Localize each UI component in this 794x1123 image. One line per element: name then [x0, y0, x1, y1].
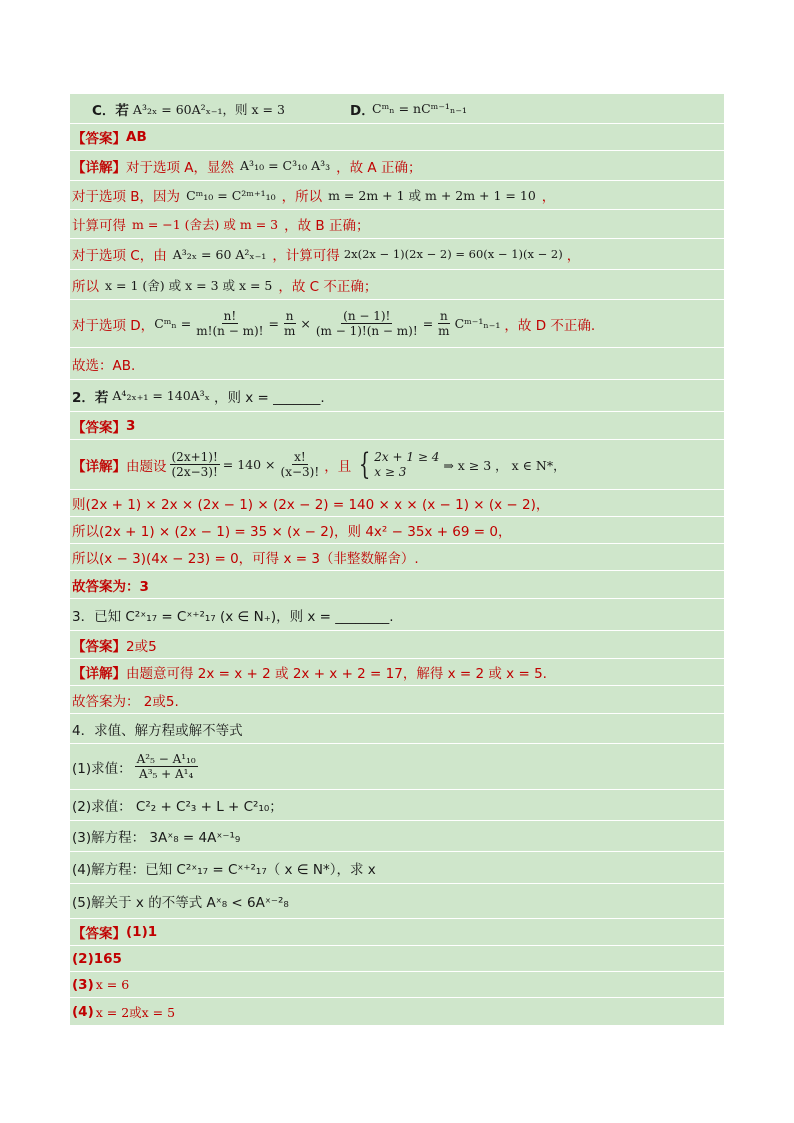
q4-answer-1-value: (1)1	[126, 924, 158, 940]
q4-part-5-text: (5)解关于 x 的不等式 Aˣ₈ < 6Aˣ⁻²₈	[72, 895, 289, 911]
q4-part-4-text: (4)解方程：已知 C²ˣ₁₇ = Cˣ⁺²₁₇（ x ∈ N*），求 x	[72, 861, 376, 878]
fraction-denominator: (x−3)!	[280, 465, 320, 479]
answer-tag: 【答案】	[72, 419, 126, 436]
q1-line-f-tail: Cᵐ⁻¹ₙ₋₁	[454, 316, 501, 331]
fraction-denominator: (2x−3)!	[171, 465, 218, 479]
q1-line-f-lhs: Cᵐₙ =	[154, 316, 192, 331]
q4-answer-1	[70, 919, 724, 946]
q2-detail-3	[70, 517, 724, 544]
system-stack	[374, 450, 439, 480]
q4-answer-2	[70, 946, 724, 972]
fraction-numerator: n!	[223, 309, 237, 323]
q1-conclusion	[70, 348, 724, 380]
answer-tag: 【答案】	[72, 131, 126, 147]
q1-detail-c	[70, 210, 724, 239]
system-line-1: 2x + 1 ≥ 4	[374, 449, 440, 464]
answer-tag: 【答案】	[72, 926, 126, 942]
detail-tag: 【详解】	[72, 666, 126, 682]
q3-final-text: 故答案为： 2或5.	[72, 693, 179, 710]
q2-detail-2	[70, 490, 724, 517]
q2-mid: = 140 ×	[222, 457, 276, 472]
q1-line-d-mid: ，计算可得	[272, 248, 340, 264]
q4-part-5	[70, 884, 724, 919]
equals-sign: =	[422, 316, 434, 331]
times-sign: ×	[300, 316, 311, 331]
q2-line-2: 则(2x + 1) × 2x × (2x − 1) × (2x − 2) = 140 × x × (x − 1) × (x − 2)，	[72, 497, 550, 513]
q1-line-c-math: m = −1 (舍去) 或 m = 3	[132, 217, 279, 232]
q1-conclusion-text: 故选：AB.	[72, 357, 136, 374]
q3-detail	[70, 659, 724, 686]
q1-line-d-math1: A³₂ₓ = 60 A²ₓ₋₁	[172, 246, 267, 262]
q4-answer-4-value: x = 2或x = 5	[95, 1004, 176, 1020]
q3-answer-value: 2或5	[126, 638, 157, 655]
fraction	[282, 309, 297, 338]
fraction-numerator: x!	[294, 450, 306, 464]
q1-line-b-math2: m = 2m + 1 或 m + 2m + 1 = 10	[328, 188, 536, 203]
q3-stem-text: 3．已知 C²ˣ₁₇ = Cˣ⁺²₁₇ (x ∈ N₊)，则 x = ________.	[72, 608, 394, 625]
answer-tag: 【答案】	[72, 638, 126, 655]
q1-line-c-text: 计算可得	[72, 218, 126, 234]
q2-and: ，且	[324, 458, 352, 475]
q4-answer-3-value: x = 6	[95, 977, 130, 992]
q3-detail-text: 由题意可得 2x = x + 2 或 2x + x + 2 = 17，解得 x = 2 或 x = 5.	[126, 666, 547, 682]
q2-line-3: 所以(2x + 1) × (2x − 1) = 35 × (x − 2)，则 4x² − 35x + 69 = 0，	[72, 524, 512, 540]
q1-line-b-text: 对于选项 B，因为	[72, 189, 181, 205]
q2-detail-1	[70, 440, 724, 490]
q2-answer-value: 3	[126, 417, 136, 434]
q1-line-e-text: 所以	[72, 278, 99, 295]
fraction	[314, 309, 420, 338]
fraction-denominator: m!(n − m)!	[196, 324, 264, 338]
q1-line-a-text: 对于选项 A，显然	[126, 159, 235, 176]
q3-answer	[70, 631, 724, 659]
fraction	[170, 450, 220, 479]
fraction	[279, 450, 322, 479]
q4-stem-text: 4．求值、解方程或解不等式	[72, 722, 243, 739]
q1-line-d-text: 对于选项 C，由	[72, 248, 167, 264]
q1-answer-value: AB	[126, 129, 147, 145]
fraction	[194, 309, 265, 338]
fraction-numerator: (2x+1)!	[171, 450, 218, 464]
q2-stem-num: 2．若	[72, 389, 109, 406]
q2-imply: ⇒ x ≥ 3 ， x ∈ N*，	[443, 457, 566, 473]
system-brace	[355, 446, 440, 482]
q1-detail-f	[70, 300, 724, 348]
q2-detail-text: 由题设	[126, 458, 167, 475]
system-line-2: x ≥ 3	[374, 464, 407, 479]
fraction-denominator: (m − 1)!(n − m)!	[315, 324, 418, 338]
q1-line-f-end: ，故 D 不正确.	[504, 317, 596, 334]
q1-line-e-math: x = 1 (舍) 或 x = 3 或 x = 5	[105, 277, 273, 293]
q4-part-1	[70, 744, 724, 790]
fraction-numerator: A²₅ − A¹₁₀	[136, 752, 196, 766]
fraction-denominator: m	[283, 324, 296, 338]
q1-line-c-end: ，故 B 正确；	[284, 218, 370, 234]
q1-line-a-math: A³₁₀ = C³₁₀ A³₃	[240, 158, 331, 173]
q4-part-2	[70, 790, 724, 821]
q1-line-e-end: ，故 C 不正确；	[278, 278, 378, 295]
q2-answer	[70, 412, 724, 440]
fraction	[436, 309, 451, 338]
fraction-numerator: n	[285, 309, 294, 323]
q4-answer-4	[70, 998, 724, 1025]
q4-part-1-label: (1)求值：	[72, 760, 132, 777]
q2-stem	[70, 380, 724, 412]
q1-line-b-mid: ，所以	[281, 189, 323, 205]
q3-final	[70, 686, 724, 714]
fraction-numerator: (n − 1)!	[343, 309, 391, 323]
q4-answer-2-value: (2)165	[72, 950, 122, 967]
q2-detail-4	[70, 544, 724, 571]
q1-line-f-text: 对于选项 D，	[72, 317, 155, 334]
q4-answer-4-label: (4)	[72, 1003, 94, 1020]
q1-line-d-math2: 2x(2x − 1)(2x − 2) = 60(x − 1)(x − 2)	[343, 247, 563, 261]
detail-tag: 【详解】	[72, 458, 126, 475]
q2-line-4: 所以(x − 3)(4x − 23) = 0，可得 x = 3（非整数解舍）.	[72, 551, 419, 567]
q1-answer	[70, 124, 724, 151]
option-row-cd	[70, 94, 724, 124]
q3-stem	[70, 599, 724, 631]
fraction	[135, 752, 198, 781]
q1-detail-e	[70, 270, 724, 300]
q4-part-3	[70, 821, 724, 852]
q1-line-b-math1: Cᵐ₁₀ = C²ᵐ⁺¹₁₀	[186, 187, 276, 203]
option-c-label: C．若	[92, 102, 129, 119]
q1-detail-d	[70, 239, 724, 270]
option-d-math: Cᵐₙ = nCᵐ⁻¹ₙ₋₁	[372, 101, 467, 116]
q1-detail-a	[70, 151, 724, 181]
q4-stem	[70, 714, 724, 744]
q1-line-d-end: ，	[566, 248, 581, 264]
q2-final	[70, 571, 724, 599]
q4-answer-3-label: (3)	[72, 976, 94, 993]
fraction-numerator: n	[440, 309, 448, 323]
left-brace-icon: {	[359, 446, 371, 482]
q2-stem-end: ，则 x = _______.	[213, 389, 325, 406]
q2-final-text: 故答案为：3	[72, 578, 149, 595]
q1-line-a-end: ，故 A 正确；	[336, 159, 422, 176]
q1-line-b-end: ，	[541, 189, 556, 205]
q2-stem-math: A⁴₂ₓ₊₁ = 140A³ₓ	[112, 388, 210, 403]
fraction-denominator: A³₅ + A¹₄	[139, 767, 194, 781]
q4-answer-3	[70, 972, 724, 998]
option-d-label: D．	[350, 102, 375, 119]
equals-sign: =	[268, 316, 279, 331]
q1-detail-b	[70, 181, 724, 210]
detail-tag: 【详解】	[72, 159, 126, 176]
q4-part-4	[70, 852, 724, 884]
fraction-denominator: m	[438, 324, 450, 338]
option-c-math: A³₂ₓ = 60A²ₓ₋₁，则 x = 3	[132, 101, 285, 117]
q4-part-2-text: (2)求值： C²₂ + C²₃ + L + C²₁₀；	[72, 799, 283, 815]
q4-part-3-text: (3)解方程： 3Aˣ₈ = 4Aˣ⁻¹₉	[72, 830, 241, 846]
